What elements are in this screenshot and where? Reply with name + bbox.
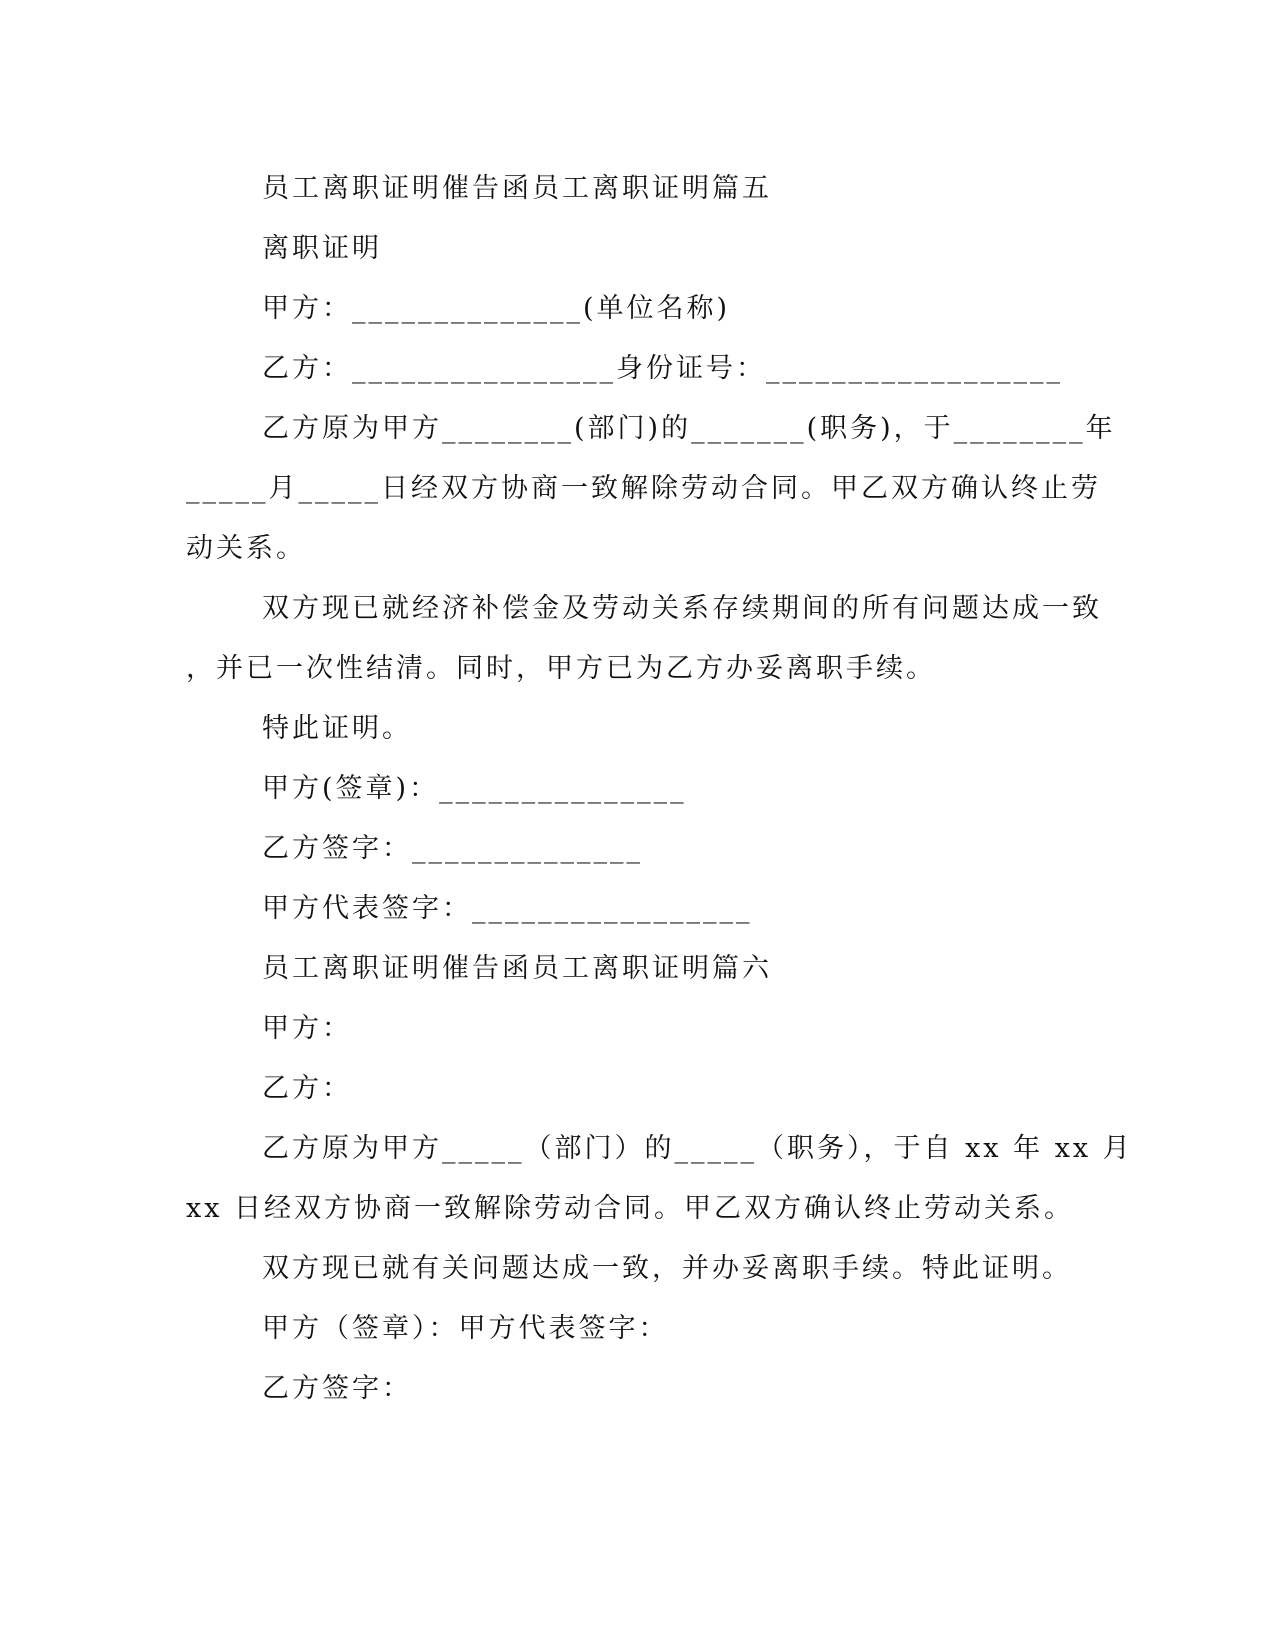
- party-a-line-6: 甲方：: [262, 1013, 352, 1044]
- body-paragraph-1-line-3: 动关系。: [186, 533, 306, 564]
- body-paragraph-1-line-2: _____月_____日经双方协商一致解除劳动合同。甲乙双方确认终止劳: [186, 473, 1101, 504]
- party-a-representative-line: 甲方代表签字：_________________: [262, 893, 753, 924]
- body-paragraph-3-line-2: xx 日经双方协商一致解除劳动合同。甲乙双方确认终止劳动关系。: [186, 1193, 1075, 1224]
- body-paragraph-2-line-1: 双方现已就经济补偿金及劳动关系存续期间的所有问题达成一致: [262, 593, 1102, 624]
- body-paragraph-3-line-1: 乙方原为甲方_____（部门）的_____（职务），于自 xx 年 xx 月: [262, 1133, 1133, 1164]
- party-b-line: 乙方：________________身份证号：__________________: [262, 353, 1063, 384]
- certificate-heading: 离职证明: [262, 233, 382, 264]
- party-a-seal-line: 甲方(签章)：_______________: [262, 773, 687, 804]
- party-b-signature-line: 乙方签字：______________: [262, 833, 643, 864]
- body-paragraph-1-line-1: 乙方原为甲方________(部门)的_______(职务)，于________年: [262, 413, 1116, 444]
- body-paragraph-2-line-2: ，并已一次性结清。同时，甲方已为乙方办妥离职手续。: [186, 653, 936, 684]
- section-title-5: 员工离职证明催告函员工离职证明篇五: [262, 173, 772, 204]
- body-paragraph-4: 双方现已就有关问题达成一致，并办妥离职手续。特此证明。: [262, 1253, 1072, 1284]
- party-a-line: 甲方：______________(单位名称): [262, 293, 731, 324]
- party-a-seal-representative-line: 甲方（签章）：甲方代表签字：: [262, 1313, 669, 1344]
- party-b-signature-line-6: 乙方签字：: [262, 1373, 412, 1404]
- section-title-6: 员工离职证明催告函员工离职证明篇六: [262, 953, 772, 984]
- party-b-line-6: 乙方：: [262, 1073, 352, 1104]
- certification-statement: 特此证明。: [262, 713, 412, 744]
